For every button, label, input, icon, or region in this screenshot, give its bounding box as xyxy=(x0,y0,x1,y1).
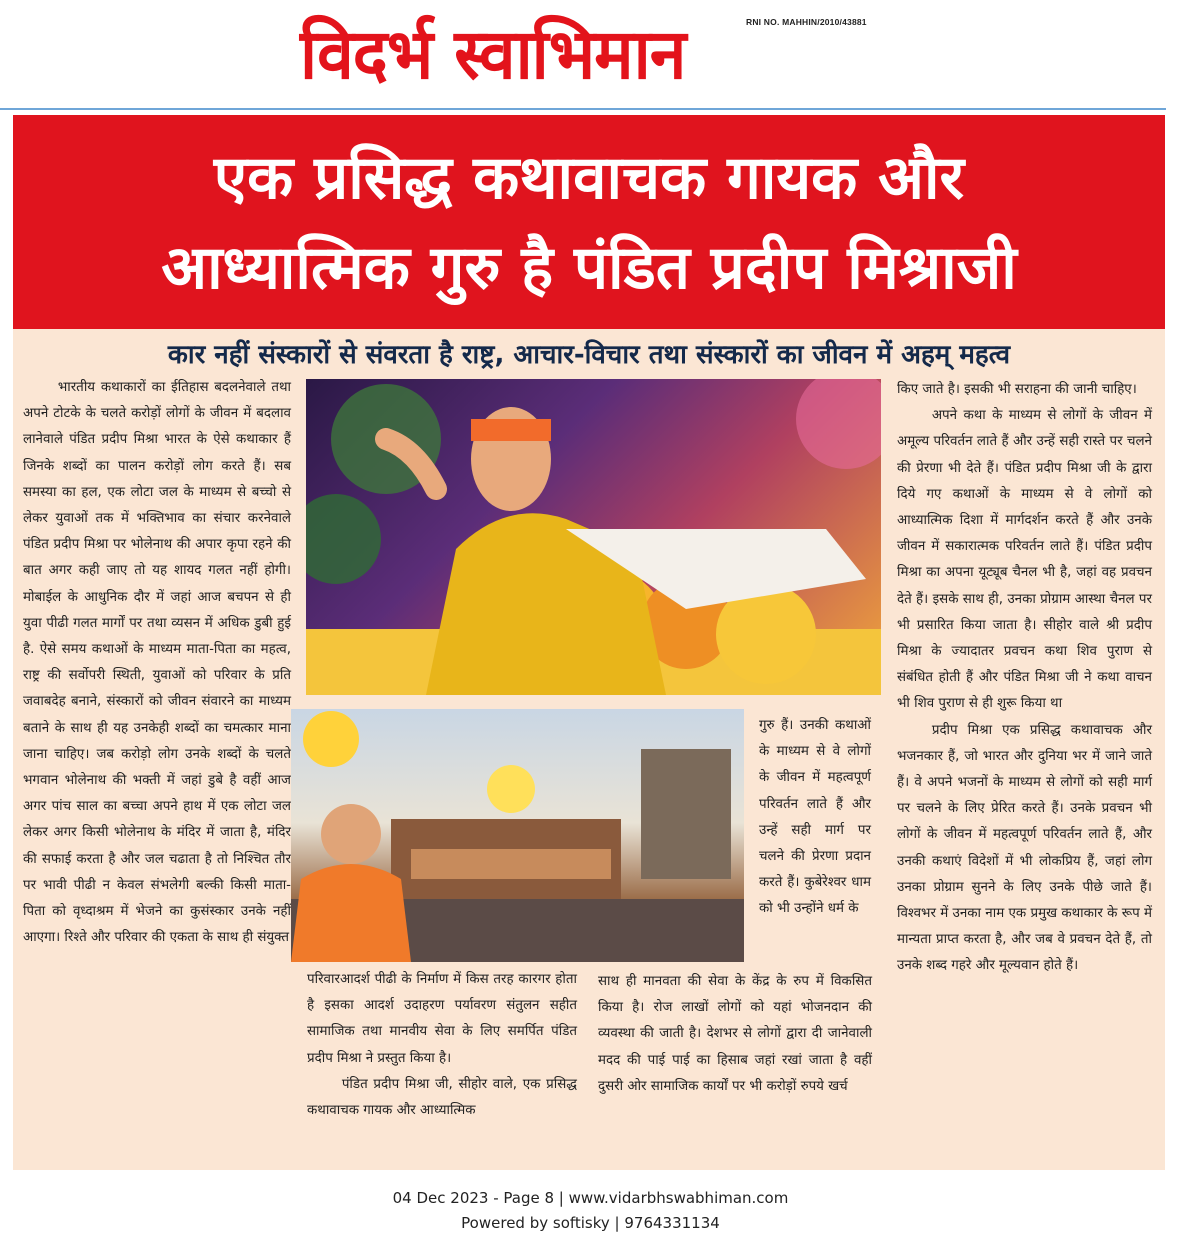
newspaper-logo: विदर्भ स्वाभिमान xyxy=(300,13,686,95)
article-column-3 xyxy=(759,713,871,923)
article-column-4 xyxy=(897,377,1152,980)
masthead-divider xyxy=(0,108,1166,110)
masthead xyxy=(0,0,1181,110)
footer-date-and-site: 04 Dec 2023 - Page 8 | www.vidarbhswabhiman.com xyxy=(392,1189,789,1207)
article-body xyxy=(13,329,1165,1170)
headline-banner xyxy=(13,115,1165,329)
column-3-continued-paragraph: साथ ही मानवता की सेवा के केंद्र के रुप में विकसित किया है। रोज लाखों लोगों को यहां भोजनदान की व्यवस्था की जाती है। देशभर से लोगों द्वारा दी जानेवाली मदद की पाई पाई का हिसाब जहां रखां जाता है वहीं दुसरी ओर सामाजिक कार्यों पर भी करोड़ों रुपये खर्च xyxy=(598,974,872,1094)
article-column-1 xyxy=(23,375,291,951)
headline-line-1: एक प्रसिद्ध कथावाचक गायक और xyxy=(213,143,965,213)
column-4-paragraph-3: प्रदीप मिश्रा एक प्रसिद्ध कथावाचक और भजनकार हैं, जो भारत और दुनिया भर में जाने जाते हैं। वे अपने भजनों के माध्यम से लोगों को सही मार्ग पर चलने के लिए प्रेरित करते हैं। उनके प्रवचन भी लोगों के जीवन में महत्वपूर्ण परिवर्तन लाते हैं, और उनकी कथाएं विदेशों में भी लोकप्रिय हैं, जहां लोग उनका प्रोग्राम सुनने के लिए उनके पीछे जाते हैं। विश्वभर में उनका नाम एक प्रमुख कथाकार के रूप में मान्यता प्राप्त करता है, और जब वे प्रवचन देते हैं, तो उनके शब्द गहरे और मूल्यवान होते हैं। xyxy=(897,722,1152,974)
column-4-paragraph-2: अपने कथा के माध्यम से लोगों के जीवन में अमूल्य परिवर्तन लाते हैं और उन्हें सही रास्ते पर चलने की प्रेरणा भी देते हैं। पंडित प्रदीप मिश्रा जी के द्वारा दिये गए कथाओं के माध्यम से वे लोगों को आध्यात्मिक दिशा में मार्गदर्शन करते हैं और उनके जीवन में सकारात्मक परिवर्तन लाते हैं। पंडित प्रदीप मिश्रा का अपना यूट्यूब चैनल भी है, जहां वह प्रवचन देते हैं। इसके साथ ही, उनका प्रोग्राम आस्था चैनल पर भी प्रसारित किया जाता है। सीहोर वाले श्री प्रदीप मिश्रा के ज्यादातर प्रवचन कथा शिव पुराण से संबंधित होती हैं और पंडित मिश्रा जी ने कथा वाचन भी शिव पुराण से ही शुरू किया था xyxy=(897,408,1152,712)
column-4-paragraph-1: किए जाते है। इसकी भी सराहना की जानी चाहिए। xyxy=(897,382,1137,397)
temple-photo xyxy=(291,709,744,962)
article-column-3-continued xyxy=(598,969,872,1100)
headline-line-2: आध्यात्मिक गुरु है पंडित प्रदीप मिश्राजी xyxy=(161,233,1017,303)
page-footer xyxy=(0,1186,1181,1236)
rni-number: RNI NO. MAHHIN/2010/43881 xyxy=(746,17,867,27)
footer-powered-by: Powered by softisky | 9764331134 xyxy=(461,1214,720,1232)
temple-photo-illustration xyxy=(291,709,744,962)
speaker-photo xyxy=(306,379,881,695)
column-2-paragraph-1: परिवारआदर्श पीढी के निर्माण में किस तरह कारगर होता है इसका आदर्श उदाहरण पर्यावरण संतुलन सहीत सामाजिक तथा मानवीय सेवा के लिए समर्पित पंडित प्रदीप मिश्रा ने प्रस्तुत किया है। xyxy=(307,972,577,1066)
article-column-2 xyxy=(307,967,577,1124)
speaker-photo-illustration xyxy=(306,379,881,695)
column-2-paragraph-2: पंडित प्रदीप मिश्रा जी, सीहोर वाले, एक प्रसिद्ध कथावाचक गायक और आध्यात्मिक xyxy=(307,1076,577,1119)
column-3-paragraph: गुरु हैं। उनकी कथाओं के माध्यम से वे लोगों के जीवन में महत्वपूर्ण परिवर्तन लाते हैं और उन्हें सही मार्ग पर चलने की प्रेरणा प्रदान करते हैं। कुबेरेश्वर धाम को भी उन्होंने धर्म के xyxy=(759,718,871,917)
article-subheadline: कार नहीं संस्कारों से संवरता है राष्ट्र, आचार-विचार तथा संस्कारों का जीवन में अहम् महत्व xyxy=(167,340,1011,370)
column-1-paragraph: भारतीय कथाकारों का ईतिहास बदलनेवाले तथा अपने टोटके के चलते करोड़ों लोगों के जीवन में बदलाव लानेवाले पंडित प्रदीप मिश्रा भारत के ऐसे कथाकार हैं जिनके शब्दों का पालन करोड़ों लोग करते हैं। सब समस्या का हल, एक लोटा जल के माध्यम से बच्चो से लेकर युवाओं तक में भक्तिभाव का संचार करनेवाले पंडित प्रदीप मिश्रा पर भोलेनाथ की अपार कृपा रहने की बात अगर कही जाए तो यह शायद गलत नहीं होगी। मोबाईल के आधुनिक दौर में जहां आज बचपन से ही युवा पीढी गलत मार्गों पर तथा व्यसन में अधिक डुबी हुई है. ऐसे समय कथाओं के माध्यम माता-पिता का महत्व, राष्ट्र की सर्वोपरी स्थिती, युवाओं को परिवार के प्रति जवाबदेह बनाने, संस्कारों को जीवन संवारने का माध्यम बताने के साथ ही यह उनकेही शब्दों का चमत्कार माना जाना चाहिए। जब करोड़ो लोग उनके शब्दों के चलते भगवान भोलेनाथ की भक्ती में जहां डुबे है वहीं आज अगर पांच साल का बच्चा अपने हाथ में एक लोटा जल लेकर अगर किसी भोलेनाथ के मंदिर में जाता है, मंदिर की सफाई करता है और जल चढाता है तो निश्चित तौर पर भावी पीढी न केवल संभलेगी बल्की किसी माता-पिता को वृध्दाश्रम में भेजने का कुसंस्कार उनके नहीं आएगा। रिश्ते और परिवार की एकता के साथ ही संयुक्त xyxy=(23,380,291,946)
